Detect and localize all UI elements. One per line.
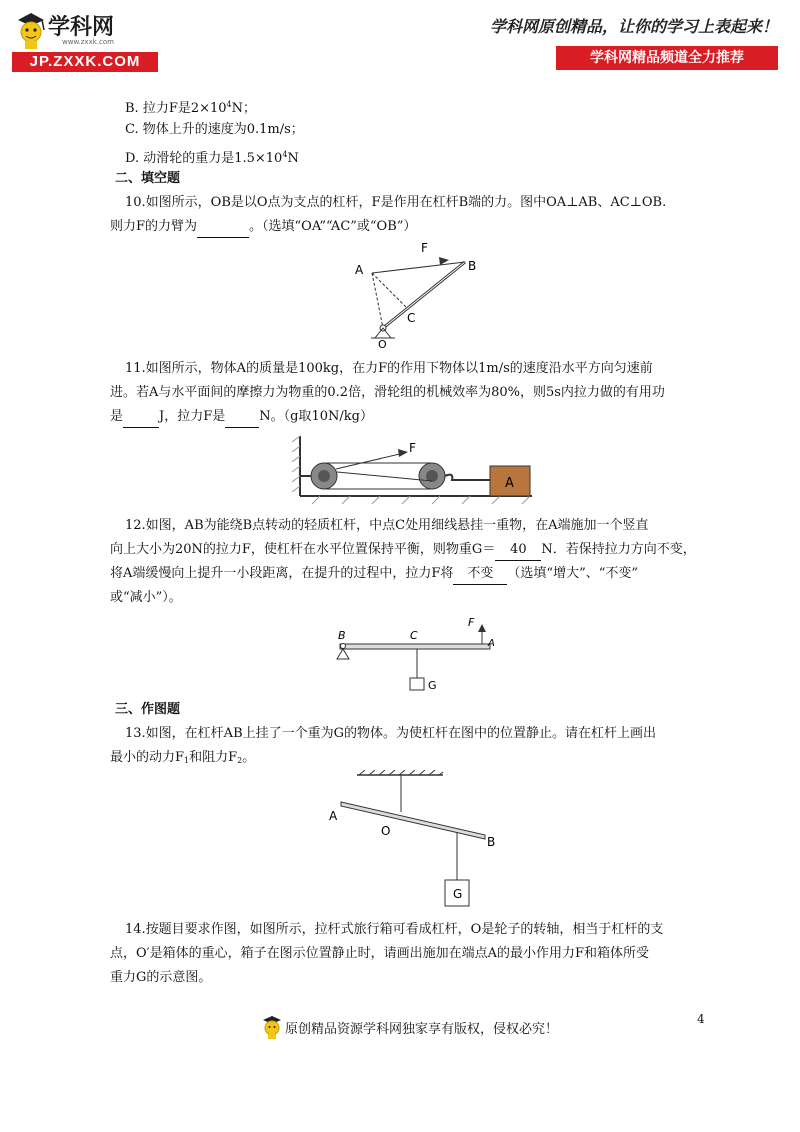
q12-line4: 或“减小”）。 [110,590,182,605]
option-b [125,95,256,119]
footer-mascot-icon [261,1014,283,1040]
q12-answer-1[interactable]: 40 [495,540,541,561]
q14-line1: 14.按题目要求作图，如图所示，拉杆式旅行箱可看成杠杆，O是轮子的转轴，相当于杠杆的支 [125,922,664,937]
q10-lever-figure [345,240,480,350]
header-slogan: 学科网原创精品，让你的学习上表起来！ [489,17,778,36]
q13-line1: 13.如图，在杠杆AB上挂了一个重为G的物体。为使杠杆在图中的位置静止。请在杠杆上画出 [125,726,657,741]
q12-line3 [110,564,638,585]
q13-label-a: A [329,809,338,823]
q12-text-c: 将A端缓慢向上提升一小段距离，在提升的过程中，拉力F将 [110,566,454,581]
section-heading-drawing: 三、作图题 [115,702,181,717]
q14-line2: 点，O′是箱体的重心，箱子在图示位置静止时，请画出施加在端点A的最小作用力F和箱体所受 [110,946,650,961]
option-d-text: D. 动滑轮的重力是1.5×10 [125,151,283,166]
q11-text-c: N。（g取10N/kg） [259,409,373,424]
q12-lever-figure [330,614,505,696]
q13-label-g: G [453,887,463,901]
q13-label-o: O [381,824,391,838]
q12-line1: 12.如图，AB为能绕B点转动的轻质杠杆，中点C处用细线悬挂一重物，在A端施加一个竖直 [125,518,649,533]
q11-line2: 进。若A与水平面间的摩擦力为物重的0.2倍，滑轮组的机械效率为80%，则5s内拉力做的有用功 [110,385,665,400]
q10-line1: 10.如图所示，OB是以O点为支点的杠杆，F是作用在杠杆B端的力。图中OA⊥AB、AC⊥OB. [125,195,667,210]
q12-label-g: G [428,679,437,692]
q11-label-f: F [409,441,416,455]
q13-lever-figure [325,770,505,910]
q12-text-d: （选填“增大”、“不变” [507,566,639,581]
q12-text-a: 向上大小为20N的拉力F，使杠杆在水平位置保持平衡，则物重G＝ [110,542,496,557]
q11-text-b: J，拉力F是 [159,409,226,424]
q10-label-o: O [378,338,387,350]
page-number: 4 [697,1012,705,1026]
mascot-logo-icon [14,10,48,50]
q13-text-a: 最小的动力F [110,750,185,765]
q12-text-b: N．若保持拉力方向不变， [541,542,696,557]
q13-text-c: 。 [242,750,256,765]
q11-blank-1[interactable] [123,407,159,428]
option-d-exp: 4 [282,150,288,159]
option-d-tail: N [287,151,299,166]
q12-answer-2[interactable]: 不变 [453,564,507,585]
q11-pulley-figure [292,436,537,504]
q11-line3 [110,407,373,428]
q10-label-f: F [421,241,428,255]
q10-label-c: C [407,311,416,325]
option-c: C. 物体上升的速度为0.1m/s； [125,122,304,137]
logo-title: 学科网 [48,15,115,40]
q10-blank[interactable] [197,217,249,238]
header-banner: 学科网精品频道全力推荐 [556,46,778,70]
q11-label-a: A [505,476,514,491]
logo-badge: JP.ZXXK.COM [12,52,158,72]
section-heading-fill: 二、填空题 [115,171,181,186]
q11-blank-2[interactable] [225,407,259,428]
q12-label-c: C [410,629,418,642]
option-b-text: B. 拉力F是2×10 [125,101,227,116]
q12-line2 [110,540,696,561]
q10-label-a: A [355,263,364,277]
option-d [125,145,299,169]
q14-line3: 重力G的示意图。 [110,970,212,985]
option-b-exp: 4 [226,100,232,109]
option-b-tail: N； [231,101,257,116]
q13-label-b: B [487,835,496,849]
footer-copyright: 原创精品资源学科网独家享有版权，侵权必究！ [285,1022,559,1037]
q10-line2 [110,217,416,238]
q10-text-b: 。（选填“OA”“AC”或“OB”） [249,219,417,234]
q12-label-b: B [338,629,346,642]
q13-line2 [110,748,255,771]
q12-label-a: A [488,638,495,649]
q11-line1: 11.如图所示，物体A的质量是100kg，在力F的作用下物体以1m/s的速度沿水平方向匀速前 [125,361,653,376]
logo-subtitle: www.zxxk.com [62,38,114,46]
q13-sub-1: 1 [184,756,190,765]
q13-text-b: 和阻力F [189,750,238,765]
q12-label-f: F [468,616,475,629]
q10-text-a: 则力F的力臂为 [110,219,198,234]
q13-sub-2: 2 [237,756,243,765]
q11-text-a: 是 [110,409,124,424]
q10-label-b: B [468,259,477,273]
